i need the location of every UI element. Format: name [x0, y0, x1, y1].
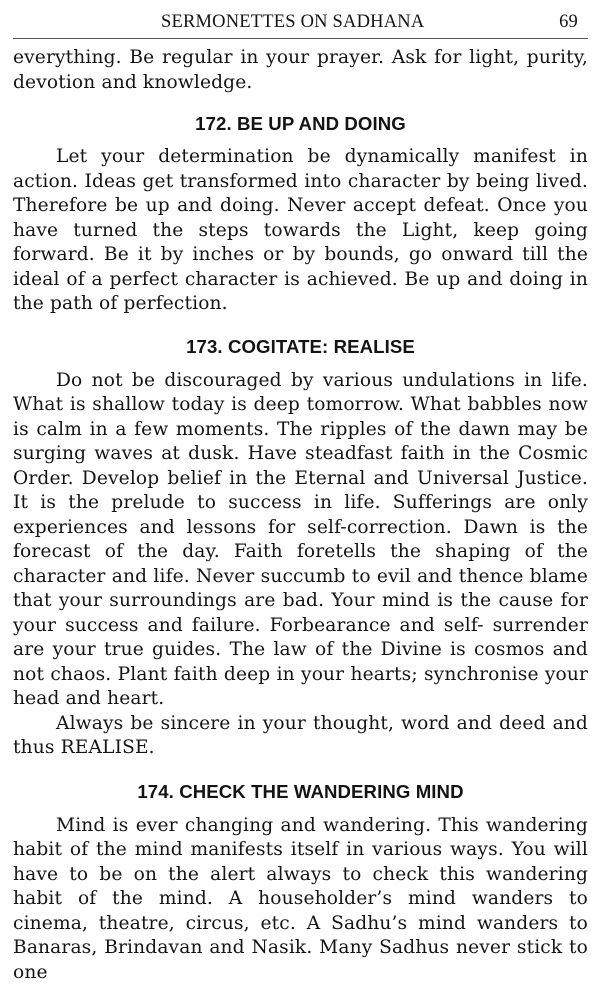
- section-heading-174: 174. CHECK THE WANDERING MIND: [137, 780, 464, 802]
- section-heading-172: 172. BE UP AND DOING: [195, 113, 406, 134]
- section-heading-173: 173. COGITATE: REALISE: [186, 335, 415, 357]
- section-174-paragraph: Mind is ever changing and wandering. This wandering habit of the mind manifests itself in various ways. You will have to be on the alert always to check this wandering habit of the mind. A householder’s mind wanders to cinema, theatre, circus, etc. A Sadhu’s mind wanders to Banaras, Brindavan and Nasik. Many Sadhus never stick to one: [13, 814, 588, 983]
- page-number: 69: [559, 12, 578, 32]
- section-172-paragraph: Let your determination be dynamically manifest in action. Ideas get transformed into character by being lived. Therefore be up and doing. Never accept defeat. Once you have turned the steps towards the Light, keep going forward. Be it by inches or by bounds, go onward till the ideal of a perfect character is achieved. Be up and doing in the path of perfection.: [13, 146, 588, 314]
- section-173-paragraph-1: Do not be discouraged by various undulations in life. What is shallow today is deep tomorrow. What babbles now is calm in a few moments. The ripples of the dawn may be surging waves at dusk. Have steadfast faith in the Cosmic Order. Develop belief in the Eternal and Universal Justice. It is the prelude to success in life. Sufferings are only experiences and lessons for self-correction. Dawn is the forecast of the day. Faith foretells the shaping of the character and life. Never succumb to evil and thence blame that your surroundings are bad. Your mind is the cause for your success and failure. Forbearance and self- surrender are your true guides. The law of the Divine is cosmos and not chaos. Plant faith deep in your hearts; synchronise your head and heart.: [13, 369, 588, 709]
- opening-paragraph: everything. Be regular in your prayer. Ask for light, purity, devotion and knowledge.: [13, 47, 588, 93]
- running-title: SERMONETTES ON SADHANA: [161, 12, 425, 32]
- running-head: [13, 12, 588, 39]
- section-173-paragraph-2: Always be sincere in your thought, word and deed and thus REALISE.: [13, 712, 588, 758]
- body-text: [13, 46, 588, 985]
